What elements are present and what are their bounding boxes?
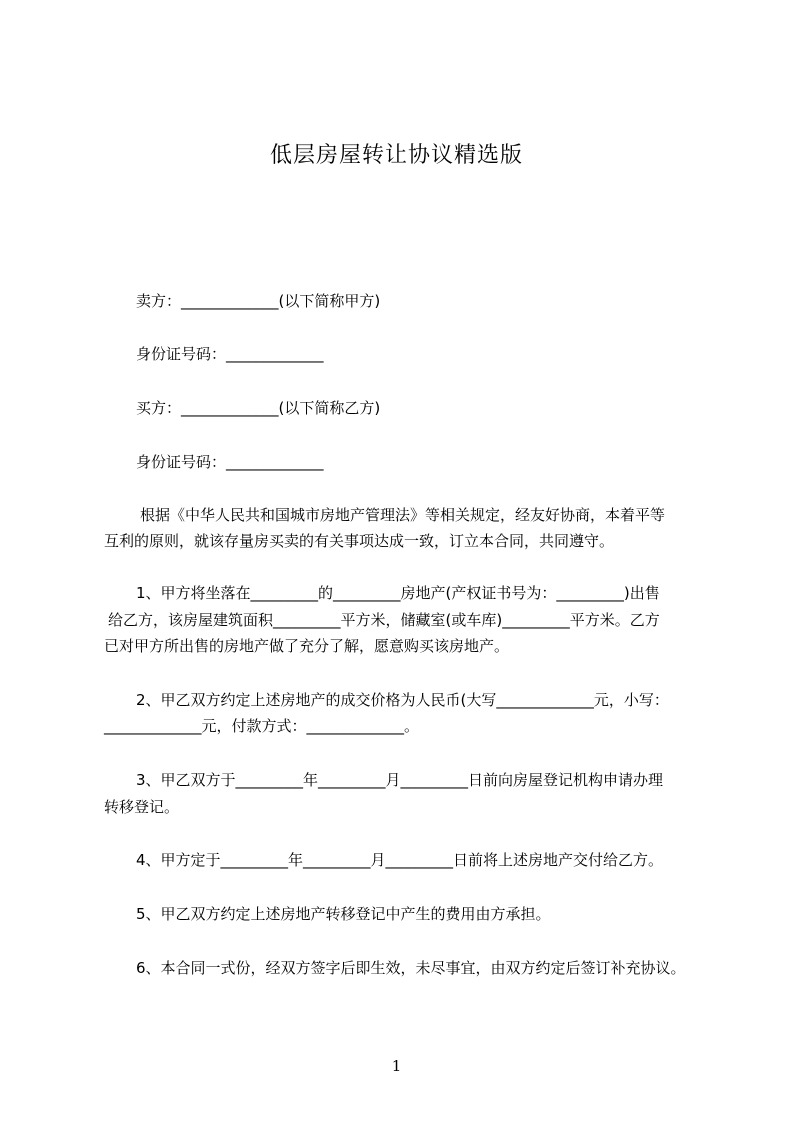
clause-1-line-1: 1、甲方将坐落在_________的_________房地产(产权证书号为：_________)出售 [136, 584, 660, 602]
document-title: 低层房屋转让协议精选版 [269, 143, 523, 168]
clause-2-line-2: _____________元，付款方式：_____________。 [104, 717, 420, 735]
clause-1-line-3: 已对甲方所出售的房地产做了充分了解，愿意购买该房地产。 [104, 637, 510, 655]
clause-1-line-2: 给乙方，该房屋建筑面积_________平方米，储藏室(或车库)_________平方米。乙方 [108, 611, 660, 629]
clause-3-line-1: 3、甲乙双方于_________年_________月_________日前向房屋登记机构申请办理 [136, 771, 664, 789]
clause-6-line: 6、本合同一式份，经双方签字后即生效，未尽事宜，由双方约定后签订补充协议。 [136, 959, 686, 977]
clause-5-line: 5、甲乙双方约定上述房地产转移登记中产生的费用由方承担。 [136, 905, 551, 923]
page-number: 1 [391, 1057, 402, 1075]
seller-line: 卖方：_____________(以下简称甲方) [136, 292, 381, 310]
intro-line-2: 互利的原则，就该存量房买卖的有关事项达成一致，订立本合同，共同遵守。 [104, 532, 615, 550]
clause-2-line-1: 2、甲乙双方约定上述房地产的成交价格为人民币(大写_____________元，小写： [136, 691, 669, 709]
clause-3-line-2: 转移登记。 [104, 798, 180, 816]
seller-id-line: 身份证号码：_____________ [136, 345, 324, 363]
intro-line-1: 根据《中华人民共和国城市房地产管理法》等相关规定，经友好协商，本着平等 [140, 506, 666, 524]
buyer-line: 买方：_____________(以下简称乙方) [136, 399, 381, 417]
buyer-id-line: 身份证号码：_____________ [136, 453, 324, 471]
clause-4-line: 4、甲方定于_________年_________月_________日前将上述房地产交付给乙方。 [136, 851, 664, 869]
